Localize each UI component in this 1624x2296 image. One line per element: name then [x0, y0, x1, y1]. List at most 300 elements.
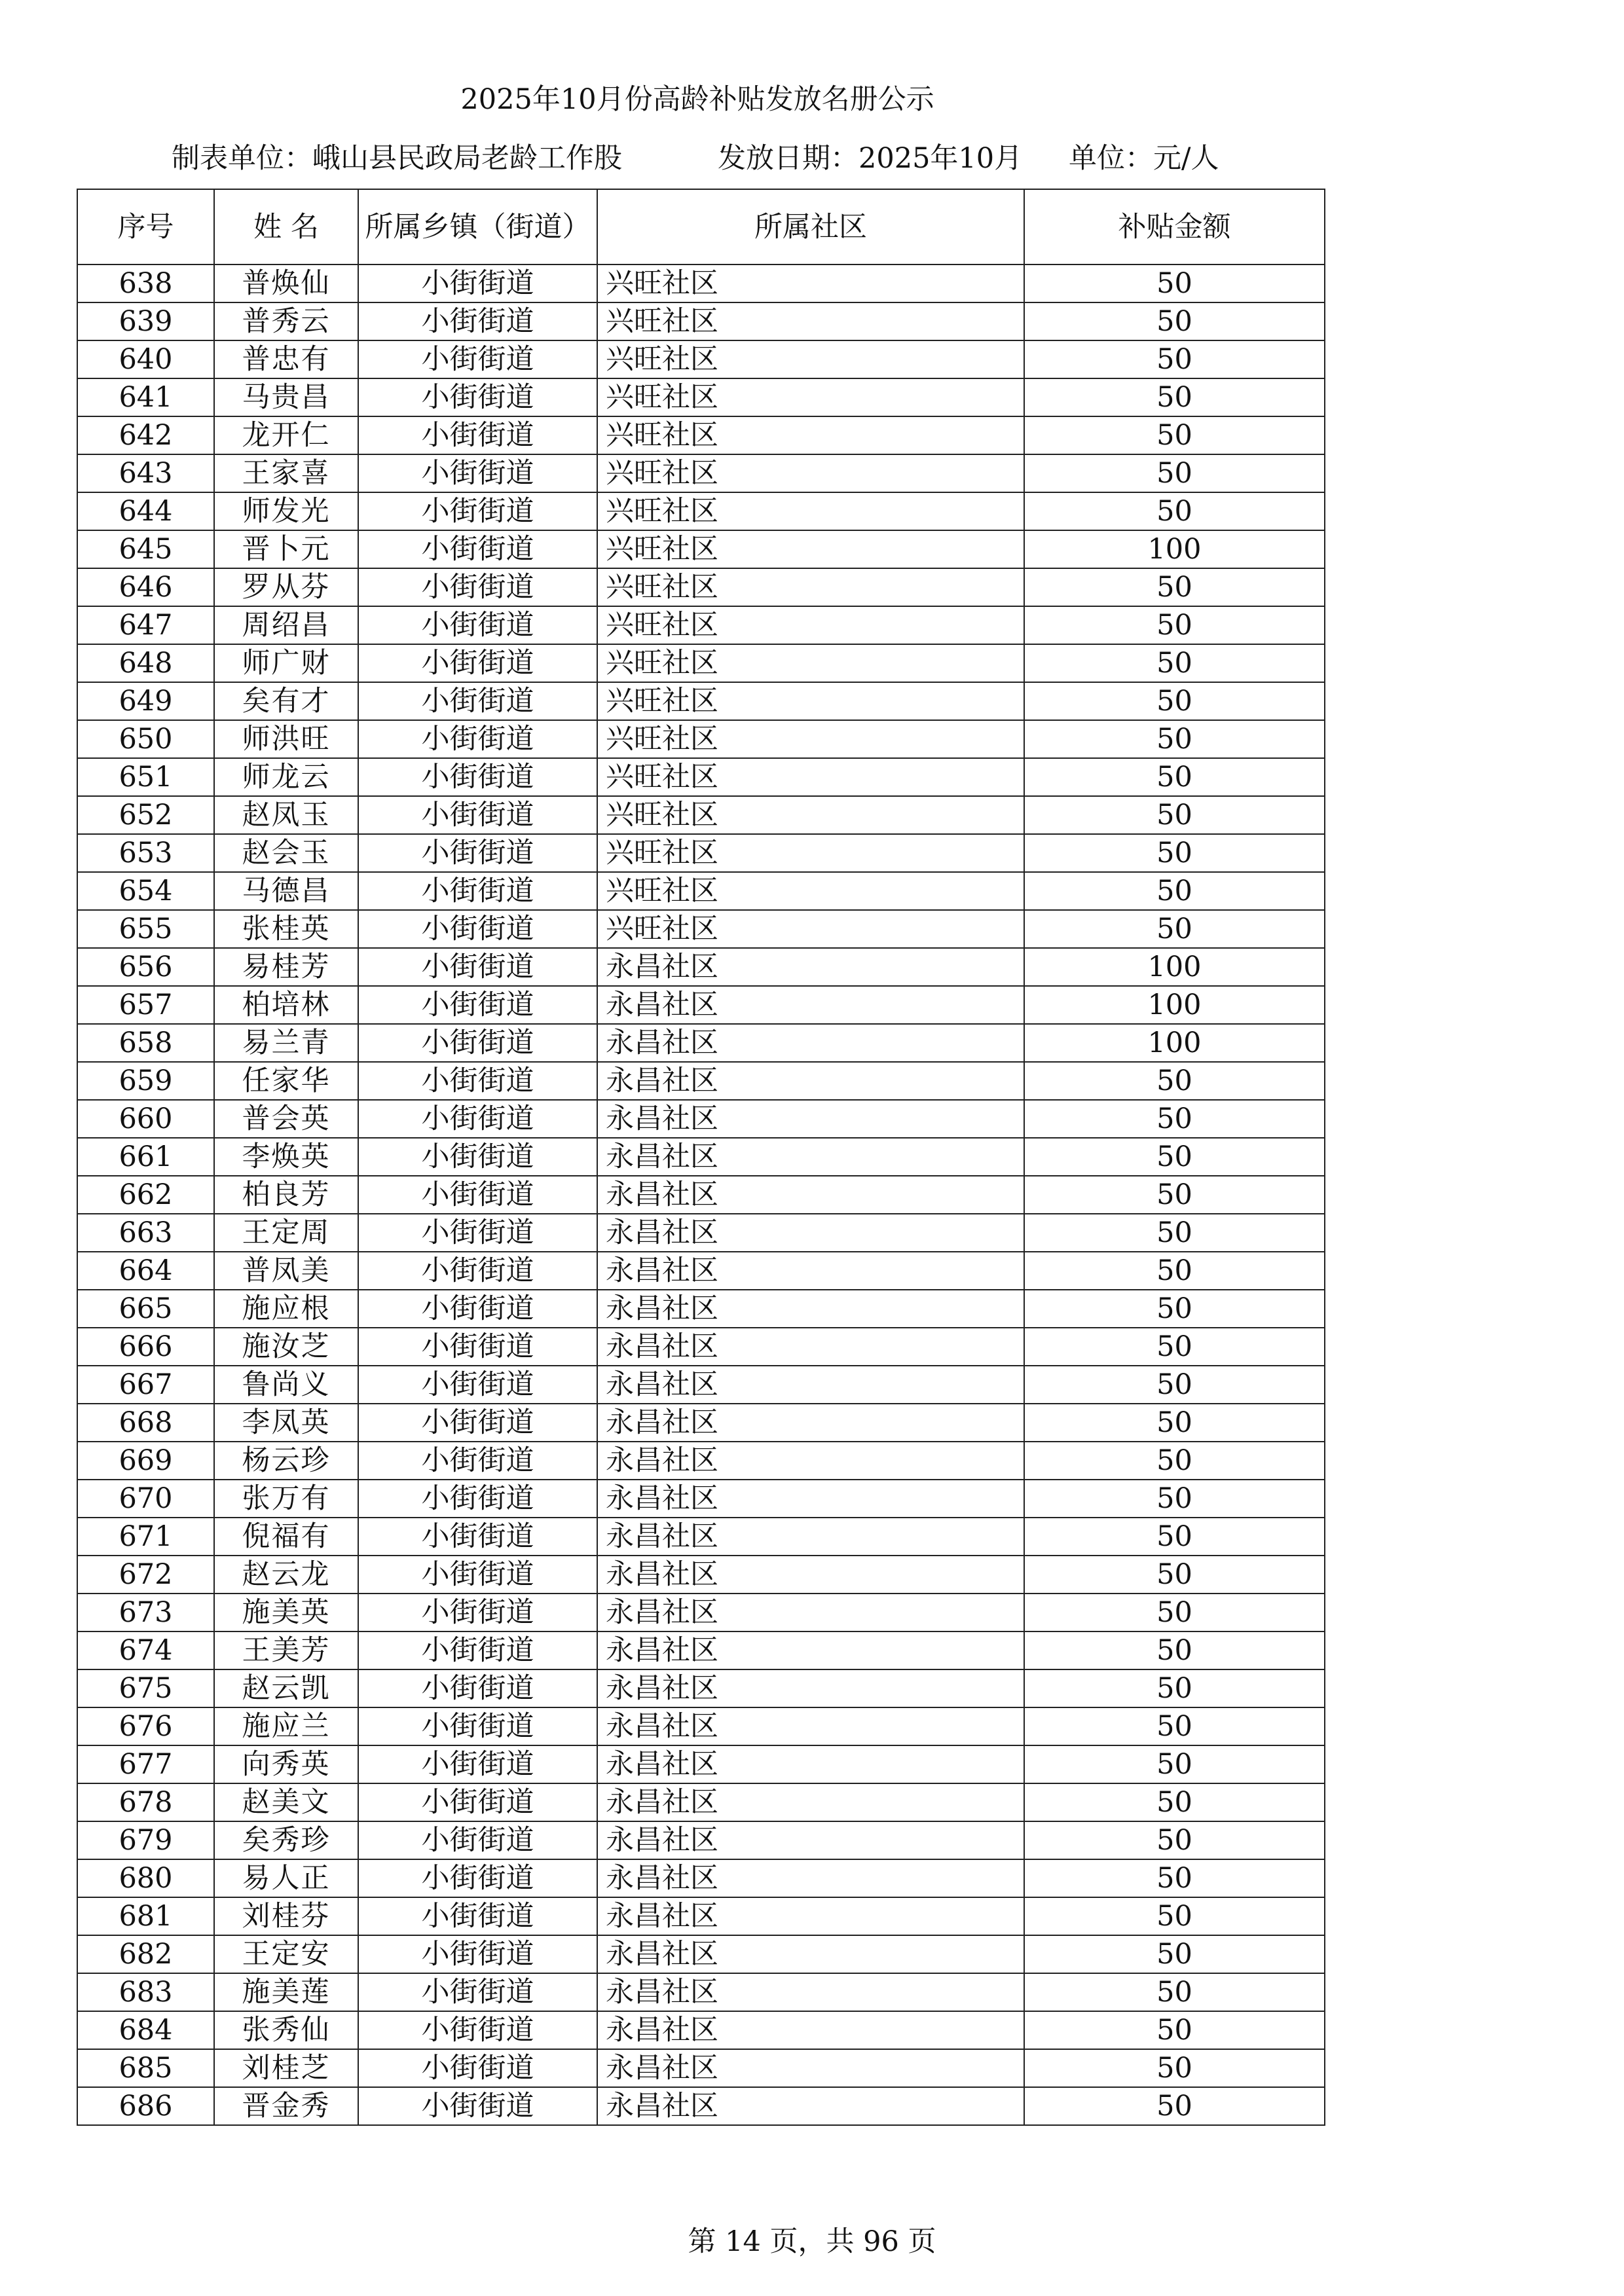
column-header-index: 序号 [77, 189, 214, 264]
cell-amount: 50 [1024, 682, 1325, 720]
cell-community: 永昌社区 [597, 1745, 1024, 1783]
table-row [77, 1138, 1325, 1176]
cell-town: 小街街道 [358, 1859, 597, 1897]
cell-index: 669 [77, 1442, 214, 1480]
cell-town: 小街街道 [358, 606, 597, 644]
cell-community: 兴旺社区 [597, 720, 1024, 758]
table-row [77, 1631, 1325, 1669]
cell-town: 小街街道 [358, 720, 597, 758]
cell-index: 647 [77, 606, 214, 644]
page-prefix: 第 [688, 2225, 726, 2258]
cell-community: 永昌社区 [597, 1024, 1024, 1062]
cell-index: 643 [77, 454, 214, 492]
cell-index: 684 [77, 2011, 214, 2049]
cell-amount: 50 [1024, 1062, 1325, 1100]
cell-town: 小街街道 [358, 1594, 597, 1631]
cell-amount: 50 [1024, 1973, 1325, 2011]
cell-index: 676 [77, 1707, 214, 1745]
meta-unit-org-value: 峨山县民政局老龄工作股 [312, 142, 622, 175]
cell-name: 张万有 [214, 1480, 358, 1518]
cell-community: 兴旺社区 [597, 454, 1024, 492]
cell-amount: 50 [1024, 1821, 1325, 1859]
cell-community: 永昌社区 [597, 1669, 1024, 1707]
cell-community: 永昌社区 [597, 1252, 1024, 1290]
cell-community: 兴旺社区 [597, 340, 1024, 378]
cell-town: 小街街道 [358, 1290, 597, 1328]
table-row [77, 1859, 1325, 1897]
table-row [77, 1214, 1325, 1252]
cell-community: 永昌社区 [597, 986, 1024, 1024]
cell-name: 赵美文 [214, 1783, 358, 1821]
table-row [77, 416, 1325, 454]
cell-town: 小街街道 [358, 1897, 597, 1935]
cell-index: 659 [77, 1062, 214, 1100]
cell-amount: 50 [1024, 1176, 1325, 1214]
cell-community: 永昌社区 [597, 1100, 1024, 1138]
cell-name: 倪福有 [214, 1518, 358, 1556]
cell-town: 小街街道 [358, 1214, 597, 1252]
cell-community: 永昌社区 [597, 1328, 1024, 1366]
cell-name: 施汝芝 [214, 1328, 358, 1366]
page-suffix: 页 [898, 2225, 936, 2258]
cell-town: 小街街道 [358, 1935, 597, 1973]
cell-index: 681 [77, 1897, 214, 1935]
cell-town: 小街街道 [358, 2049, 597, 2087]
cell-name: 施美莲 [214, 1973, 358, 2011]
cell-name: 向秀英 [214, 1745, 358, 1783]
cell-name: 李焕英 [214, 1138, 358, 1176]
cell-name: 普焕仙 [214, 264, 358, 302]
table-row [77, 1669, 1325, 1707]
cell-amount: 50 [1024, 1518, 1325, 1556]
cell-name: 杨云珍 [214, 1442, 358, 1480]
cell-amount: 50 [1024, 1442, 1325, 1480]
column-header-name: 姓 名 [214, 189, 358, 264]
cell-amount: 50 [1024, 834, 1325, 872]
cell-community: 永昌社区 [597, 1631, 1024, 1669]
cell-amount: 50 [1024, 1328, 1325, 1366]
cell-amount: 50 [1024, 1480, 1325, 1518]
cell-community: 永昌社区 [597, 2049, 1024, 2087]
cell-amount: 50 [1024, 1594, 1325, 1631]
cell-amount: 50 [1024, 1214, 1325, 1252]
cell-community: 永昌社区 [597, 1366, 1024, 1404]
cell-town: 小街街道 [358, 1442, 597, 1480]
cell-town: 小街街道 [358, 1328, 597, 1366]
cell-name: 马贵昌 [214, 378, 358, 416]
document-title: 2025年10月份高龄补贴发放名册公示 [460, 83, 934, 116]
cell-town: 小街街道 [358, 1480, 597, 1518]
cell-community: 兴旺社区 [597, 910, 1024, 948]
table-row [77, 1897, 1325, 1935]
cell-index: 686 [77, 2087, 214, 2125]
cell-amount: 50 [1024, 1290, 1325, 1328]
table-row [77, 302, 1325, 340]
cell-amount: 50 [1024, 1100, 1325, 1138]
table-row [77, 682, 1325, 720]
cell-name: 张秀仙 [214, 2011, 358, 2049]
cell-amount: 50 [1024, 1707, 1325, 1745]
cell-community: 兴旺社区 [597, 682, 1024, 720]
cell-index: 666 [77, 1328, 214, 1366]
cell-amount: 50 [1024, 1556, 1325, 1594]
cell-index: 682 [77, 1935, 214, 1973]
meta-unit [1069, 139, 1219, 178]
cell-community: 永昌社区 [597, 1480, 1024, 1518]
cell-name: 师发光 [214, 492, 358, 530]
cell-name: 施应兰 [214, 1707, 358, 1745]
cell-community: 兴旺社区 [597, 872, 1024, 910]
table-row [77, 872, 1325, 910]
page-current: 14 [725, 2225, 761, 2258]
cell-name: 普凤美 [214, 1252, 358, 1290]
cell-amount: 50 [1024, 796, 1325, 834]
cell-index: 641 [77, 378, 214, 416]
cell-index: 652 [77, 796, 214, 834]
cell-town: 小街街道 [358, 568, 597, 606]
table-row [77, 1518, 1325, 1556]
cell-amount: 50 [1024, 1783, 1325, 1821]
cell-amount: 100 [1024, 1024, 1325, 1062]
cell-amount: 50 [1024, 2087, 1325, 2125]
cell-name: 施美英 [214, 1594, 358, 1631]
cell-index: 672 [77, 1556, 214, 1594]
table-row [77, 1480, 1325, 1518]
cell-amount: 50 [1024, 302, 1325, 340]
cell-amount: 50 [1024, 378, 1325, 416]
cell-index: 663 [77, 1214, 214, 1252]
cell-name: 矣有才 [214, 682, 358, 720]
cell-town: 小街街道 [358, 264, 597, 302]
cell-amount: 50 [1024, 1138, 1325, 1176]
cell-amount: 50 [1024, 1897, 1325, 1935]
table-row [77, 530, 1325, 568]
table-body [77, 264, 1325, 2125]
cell-name: 赵会玉 [214, 834, 358, 872]
cell-index: 662 [77, 1176, 214, 1214]
cell-name: 柏良芳 [214, 1176, 358, 1214]
cell-community: 永昌社区 [597, 1594, 1024, 1631]
cell-name: 罗从芬 [214, 568, 358, 606]
cell-name: 刘桂芝 [214, 2049, 358, 2087]
cell-name: 王美芳 [214, 1631, 358, 1669]
cell-community: 兴旺社区 [597, 378, 1024, 416]
cell-name: 师龙云 [214, 758, 358, 796]
table-row [77, 1745, 1325, 1783]
cell-town: 小街街道 [358, 416, 597, 454]
cell-index: 658 [77, 1024, 214, 1062]
cell-index: 642 [77, 416, 214, 454]
cell-name: 张桂英 [214, 910, 358, 948]
table-row [77, 1252, 1325, 1290]
table-row [77, 1328, 1325, 1366]
cell-name: 王家喜 [214, 454, 358, 492]
cell-index: 639 [77, 302, 214, 340]
cell-index: 664 [77, 1252, 214, 1290]
cell-amount: 50 [1024, 720, 1325, 758]
cell-amount: 50 [1024, 644, 1325, 682]
cell-community: 永昌社区 [597, 1290, 1024, 1328]
cell-index: 679 [77, 1821, 214, 1859]
cell-town: 小街街道 [358, 872, 597, 910]
meta-date [718, 139, 1022, 178]
table-row [77, 606, 1325, 644]
cell-index: 675 [77, 1669, 214, 1707]
cell-town: 小街街道 [358, 1631, 597, 1669]
cell-community: 兴旺社区 [597, 644, 1024, 682]
cell-index: 644 [77, 492, 214, 530]
cell-name: 刘桂芬 [214, 1897, 358, 1935]
cell-town: 小街街道 [358, 1138, 597, 1176]
cell-town: 小街街道 [358, 682, 597, 720]
cell-name: 施应根 [214, 1290, 358, 1328]
cell-name: 师洪旺 [214, 720, 358, 758]
cell-community: 永昌社区 [597, 1062, 1024, 1100]
cell-town: 小街街道 [358, 986, 597, 1024]
cell-index: 657 [77, 986, 214, 1024]
table-row [77, 2087, 1325, 2125]
cell-town: 小街街道 [358, 1669, 597, 1707]
cell-town: 小街街道 [358, 492, 597, 530]
cell-town: 小街街道 [358, 1556, 597, 1594]
cell-community: 永昌社区 [597, 1176, 1024, 1214]
table-row [77, 454, 1325, 492]
cell-index: 656 [77, 948, 214, 986]
table-row [77, 1973, 1325, 2011]
cell-amount: 50 [1024, 1859, 1325, 1897]
cell-town: 小街街道 [358, 302, 597, 340]
table-row [77, 1935, 1325, 1973]
cell-amount: 50 [1024, 2049, 1325, 2087]
cell-name: 王定安 [214, 1935, 358, 1973]
cell-town: 小街街道 [358, 2087, 597, 2125]
cell-town: 小街街道 [358, 1024, 597, 1062]
table-row [77, 834, 1325, 872]
cell-index: 674 [77, 1631, 214, 1669]
table-header-row [77, 189, 1325, 264]
cell-amount: 50 [1024, 1366, 1325, 1404]
cell-community: 永昌社区 [597, 1897, 1024, 1935]
cell-town: 小街街道 [358, 948, 597, 986]
cell-town: 小街街道 [358, 1252, 597, 1290]
table-row [77, 1366, 1325, 1404]
table-row [77, 1783, 1325, 1821]
cell-amount: 100 [1024, 986, 1325, 1024]
cell-town: 小街街道 [358, 1176, 597, 1214]
cell-index: 648 [77, 644, 214, 682]
cell-name: 王定周 [214, 1214, 358, 1252]
cell-index: 654 [77, 872, 214, 910]
cell-name: 赵凤玉 [214, 796, 358, 834]
page-total: 96 [863, 2225, 899, 2258]
cell-index: 651 [77, 758, 214, 796]
page-number [0, 2222, 1624, 2261]
cell-name: 柏培林 [214, 986, 358, 1024]
cell-community: 兴旺社区 [597, 416, 1024, 454]
cell-town: 小街街道 [358, 910, 597, 948]
column-header-town: 所属乡镇（街道） [358, 189, 597, 264]
cell-index: 677 [77, 1745, 214, 1783]
cell-community: 永昌社区 [597, 1821, 1024, 1859]
cell-town: 小街街道 [358, 1062, 597, 1100]
cell-name: 易桂芳 [214, 948, 358, 986]
meta-date-label: 发放日期： [718, 142, 858, 175]
cell-community: 永昌社区 [597, 1859, 1024, 1897]
cell-town: 小街街道 [358, 1366, 597, 1404]
column-header-community: 所属社区 [597, 189, 1024, 264]
meta-unit-org [172, 139, 622, 178]
cell-town: 小街街道 [358, 1404, 597, 1442]
table-row [77, 340, 1325, 378]
table-row [77, 1442, 1325, 1480]
cell-name: 普会英 [214, 1100, 358, 1138]
cell-index: 661 [77, 1138, 214, 1176]
cell-town: 小街街道 [358, 530, 597, 568]
cell-amount: 50 [1024, 1252, 1325, 1290]
cell-community: 永昌社区 [597, 1214, 1024, 1252]
cell-community: 兴旺社区 [597, 492, 1024, 530]
cell-name: 易兰青 [214, 1024, 358, 1062]
cell-community: 兴旺社区 [597, 834, 1024, 872]
cell-amount: 50 [1024, 1935, 1325, 1973]
table-row [77, 986, 1325, 1024]
cell-amount: 50 [1024, 416, 1325, 454]
cell-town: 小街街道 [358, 1745, 597, 1783]
cell-community: 永昌社区 [597, 1442, 1024, 1480]
cell-name: 任家华 [214, 1062, 358, 1100]
table-row [77, 1100, 1325, 1138]
cell-town: 小街街道 [358, 2011, 597, 2049]
cell-amount: 50 [1024, 492, 1325, 530]
table-row [77, 1594, 1325, 1631]
cell-index: 649 [77, 682, 214, 720]
meta-unit-org-label: 制表单位： [172, 142, 312, 175]
cell-town: 小街街道 [358, 1100, 597, 1138]
cell-name: 赵云龙 [214, 1556, 358, 1594]
cell-community: 兴旺社区 [597, 796, 1024, 834]
cell-name: 师广财 [214, 644, 358, 682]
cell-amount: 100 [1024, 530, 1325, 568]
cell-community: 永昌社区 [597, 1404, 1024, 1442]
cell-community: 永昌社区 [597, 1935, 1024, 1973]
cell-amount: 50 [1024, 606, 1325, 644]
cell-amount: 50 [1024, 758, 1325, 796]
cell-index: 683 [77, 1973, 214, 2011]
cell-name: 龙开仁 [214, 416, 358, 454]
cell-name: 鲁尚义 [214, 1366, 358, 1404]
cell-town: 小街街道 [358, 1821, 597, 1859]
meta-date-value: 2025年10月 [858, 142, 1023, 175]
cell-amount: 50 [1024, 568, 1325, 606]
cell-index: 680 [77, 1859, 214, 1897]
table-row [77, 492, 1325, 530]
cell-amount: 50 [1024, 1631, 1325, 1669]
cell-index: 685 [77, 2049, 214, 2087]
cell-community: 兴旺社区 [597, 302, 1024, 340]
table-row [77, 378, 1325, 416]
table-row [77, 720, 1325, 758]
cell-community: 永昌社区 [597, 1138, 1024, 1176]
cell-index: 645 [77, 530, 214, 568]
cell-amount: 50 [1024, 264, 1325, 302]
table-row [77, 758, 1325, 796]
meta-unit-label: 单位： [1069, 142, 1153, 175]
cell-town: 小街街道 [358, 644, 597, 682]
cell-town: 小街街道 [358, 1518, 597, 1556]
cell-index: 646 [77, 568, 214, 606]
cell-name: 普秀云 [214, 302, 358, 340]
cell-community: 永昌社区 [597, 948, 1024, 986]
cell-amount: 50 [1024, 454, 1325, 492]
cell-amount: 50 [1024, 2011, 1325, 2049]
table-row [77, 264, 1325, 302]
cell-name: 周绍昌 [214, 606, 358, 644]
cell-community: 永昌社区 [597, 1556, 1024, 1594]
table-row [77, 2011, 1325, 2049]
cell-town: 小街街道 [358, 378, 597, 416]
table-row [77, 796, 1325, 834]
cell-amount: 50 [1024, 872, 1325, 910]
table-row [77, 1024, 1325, 1062]
table-row [77, 1707, 1325, 1745]
cell-index: 668 [77, 1404, 214, 1442]
cell-name: 赵云凯 [214, 1669, 358, 1707]
cell-name: 普忠有 [214, 340, 358, 378]
cell-community: 兴旺社区 [597, 758, 1024, 796]
cell-index: 670 [77, 1480, 214, 1518]
table-row [77, 1176, 1325, 1214]
column-header-amount: 补贴金额 [1024, 189, 1325, 264]
cell-index: 660 [77, 1100, 214, 1138]
cell-amount: 100 [1024, 948, 1325, 986]
table-row [77, 1556, 1325, 1594]
cell-amount: 50 [1024, 1669, 1325, 1707]
cell-town: 小街街道 [358, 340, 597, 378]
cell-amount: 50 [1024, 1404, 1325, 1442]
cell-amount: 50 [1024, 340, 1325, 378]
cell-index: 638 [77, 264, 214, 302]
cell-community: 永昌社区 [597, 2011, 1024, 2049]
cell-index: 667 [77, 1366, 214, 1404]
cell-community: 永昌社区 [597, 1707, 1024, 1745]
cell-name: 李凤英 [214, 1404, 358, 1442]
subsidy-roster-table [77, 189, 1325, 2126]
table-row [77, 568, 1325, 606]
cell-index: 650 [77, 720, 214, 758]
cell-index: 671 [77, 1518, 214, 1556]
table-row [77, 1821, 1325, 1859]
cell-town: 小街街道 [358, 454, 597, 492]
table-row [77, 948, 1325, 986]
page-middle: 页，共 [760, 2225, 864, 2258]
cell-community: 兴旺社区 [597, 606, 1024, 644]
cell-community: 兴旺社区 [597, 568, 1024, 606]
table-row [77, 2049, 1325, 2087]
table-row [77, 1290, 1325, 1328]
cell-index: 640 [77, 340, 214, 378]
cell-community: 永昌社区 [597, 1973, 1024, 2011]
cell-name: 矣秀珍 [214, 1821, 358, 1859]
cell-index: 655 [77, 910, 214, 948]
cell-community: 永昌社区 [597, 1518, 1024, 1556]
cell-index: 653 [77, 834, 214, 872]
cell-amount: 50 [1024, 910, 1325, 948]
cell-community: 永昌社区 [597, 1783, 1024, 1821]
cell-index: 673 [77, 1594, 214, 1631]
cell-index: 678 [77, 1783, 214, 1821]
cell-town: 小街街道 [358, 758, 597, 796]
cell-town: 小街街道 [358, 834, 597, 872]
